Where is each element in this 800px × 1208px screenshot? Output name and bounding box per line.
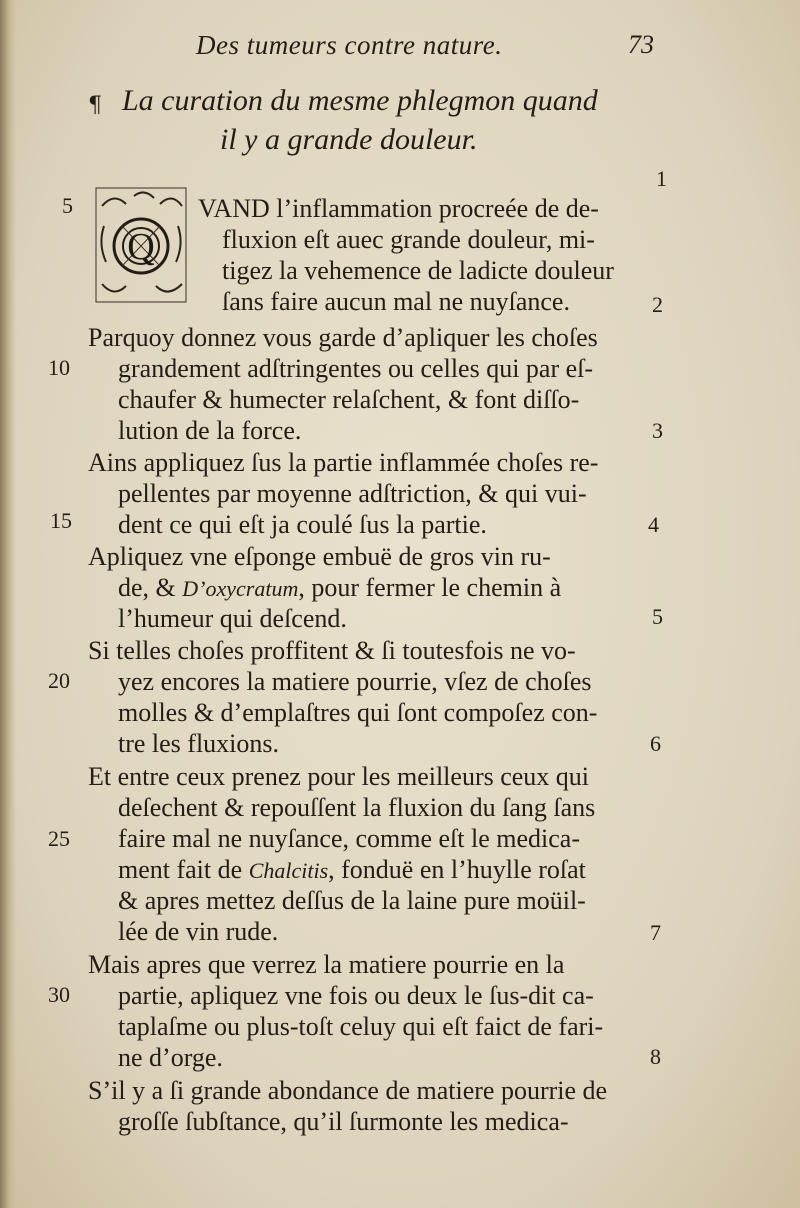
- text-line: deſechent & repouſſent la fluxion du ſang ſans: [118, 793, 596, 822]
- text-line: Apliquez vne eſponge embuë de gros vin ru-: [88, 542, 551, 571]
- text-line: fluxion eſt auec grande douleur, mi-: [222, 225, 595, 254]
- section-number: 8: [650, 1044, 661, 1069]
- text-line: lée de vin rude.: [118, 917, 279, 946]
- text-line: Si telles choſes proffitent & ſi toutesfois ne vo-: [88, 636, 576, 665]
- text-line: & apres mettez deſſus de la laine pure moüil-: [118, 886, 586, 915]
- text-line: molles & d’emplaſtres qui ſont compoſez con-: [118, 698, 598, 727]
- text-segment: , fonduë en l’huylle roſat: [328, 855, 586, 884]
- text-line: [118, 573, 561, 603]
- page-number: 73: [628, 30, 654, 59]
- running-head: Des tumeurs contre nature.: [196, 30, 503, 60]
- text-line: pellentes par moyenne adſtriction, & qui vui-: [118, 479, 587, 508]
- latin-term: Chalcitis: [248, 858, 329, 883]
- text-line: tigez la vehemence de ladicte douleur: [222, 256, 614, 285]
- text-segment: de, &: [118, 573, 183, 602]
- text-line: chaufer & humecter relaſchent, & font diſſo-: [118, 385, 580, 414]
- text-line: l’humeur qui deſcend.: [118, 604, 347, 633]
- text-line: Ains appliquez ſus la partie inflammée choſes re-: [88, 448, 599, 477]
- text-line: tre les fluxions.: [118, 729, 280, 758]
- margin-line-number: 20: [48, 668, 70, 693]
- margin-line-number: 10: [48, 355, 70, 380]
- margin-line-number: 30: [48, 982, 70, 1007]
- page-gutter: [0, 0, 16, 1208]
- text-line: Parquoy donnez vous garde d’apliquer les choſes: [88, 323, 598, 352]
- initial-letter: Q: [127, 226, 155, 268]
- text-line: partie, apliquez vne fois ou deux le ſus-dit ca-: [118, 981, 594, 1010]
- text-line: groſſe ſubſtance, qu’il ſurmonte les medica-: [118, 1107, 569, 1136]
- text-line: faire mal ne nuyſance, comme eſt le medica-: [118, 824, 580, 853]
- text-line: grandement adſtringentes ou celles qui par eſ-: [118, 354, 594, 383]
- section-number: 4: [648, 512, 659, 537]
- latin-term: D’oxycratum: [182, 576, 299, 601]
- chapter-title-line-1: La curation du mesme phlegmon quand: [122, 84, 598, 117]
- text-line: [118, 855, 586, 885]
- text-line: dent ce qui eſt ja coulé ſus la partie.: [118, 510, 487, 539]
- text-line: S’il y a ſi grande abondance de matiere pourrie de: [88, 1076, 608, 1105]
- pilcrow-mark: ¶: [88, 93, 102, 118]
- margin-line-number: 15: [50, 508, 72, 533]
- text-line: ne d’orge.: [118, 1043, 223, 1072]
- text-line: VAND l’inflammation procreée de de-: [198, 194, 599, 223]
- text-line: ſans faire aucun mal ne nuyſance.: [222, 287, 570, 316]
- text-line: Et entre ceux prenez pour les meilleurs ceux qui: [88, 762, 590, 791]
- text-segment: , pour fermer le chemin à: [298, 573, 562, 602]
- text-line: yez encores la matiere pourrie, vſez de choſes: [118, 667, 592, 696]
- chapter-title-line-2: il y a grande douleur.: [220, 123, 478, 156]
- section-number: 3: [652, 418, 663, 443]
- text-line: taplaſme ou plus-toſt celuy qui eſt faict de fari-: [118, 1012, 604, 1041]
- section-number: 5: [652, 604, 663, 629]
- text-line: lution de la force.: [118, 416, 302, 445]
- margin-line-number: 25: [48, 826, 70, 851]
- text-segment: ment fait de: [118, 855, 249, 884]
- section-number: 1: [656, 166, 667, 191]
- section-number: 6: [650, 731, 661, 756]
- section-number: 7: [650, 920, 661, 945]
- margin-line-number: 5: [62, 193, 73, 218]
- decorated-initial: [94, 186, 188, 304]
- section-number: 2: [652, 292, 663, 317]
- text-line: Mais apres que verrez la matiere pourrie en la: [88, 950, 565, 979]
